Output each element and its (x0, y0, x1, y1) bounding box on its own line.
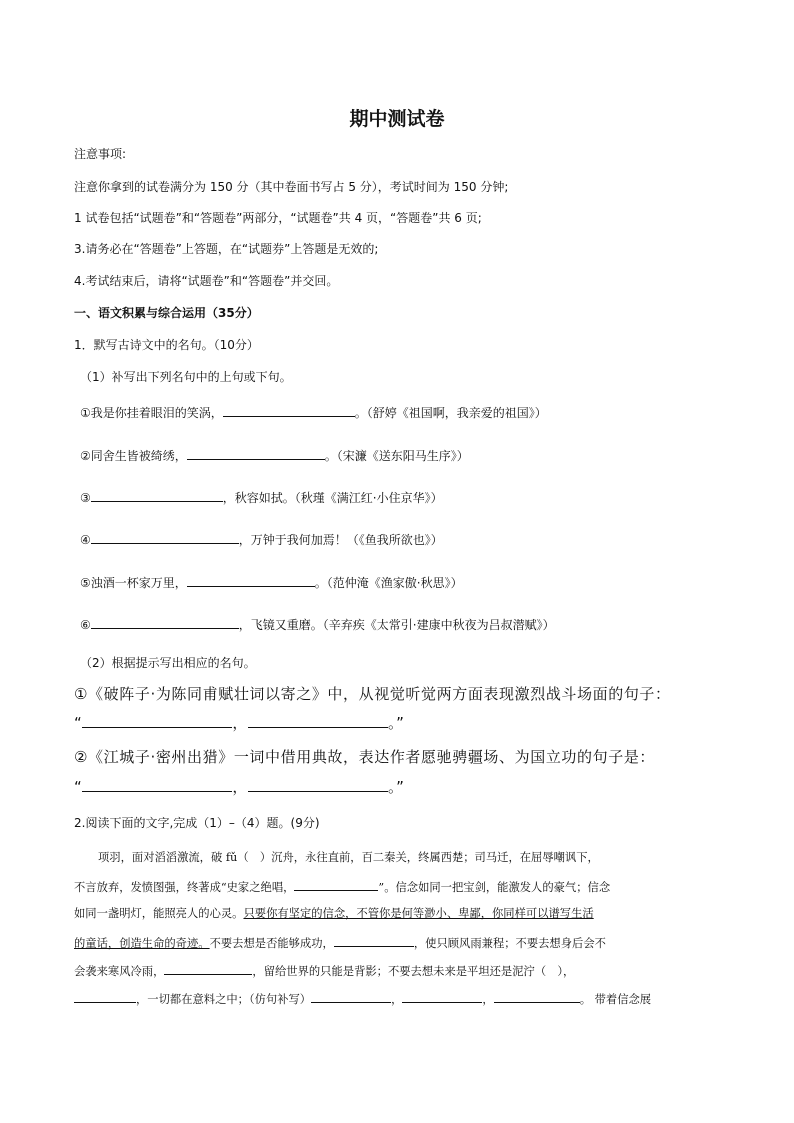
comma: ， (482, 993, 494, 1006)
answer-blank[interactable] (402, 990, 482, 1003)
answer-blank[interactable] (248, 715, 388, 728)
answer-blank[interactable] (494, 990, 580, 1003)
close-quote: 。” (387, 714, 405, 732)
answer-blank[interactable] (294, 878, 378, 891)
open-quote: “ (74, 778, 83, 796)
passage-line-2 (74, 878, 610, 896)
open-quote: “ (74, 714, 83, 732)
prompt-2b: ②《江城子·密州出猎》一词中借用典故，表达作者愿驰骋疆场、为国立功的句子是： (74, 748, 656, 766)
notes-item-2: 1 试卷包括“试题卷”和“答题卷”两部分，“试题卷”共 4 页，“答题卷”共 6 页; (74, 211, 482, 225)
passage-text: 。 带着信念展 (579, 993, 652, 1006)
passage-line-6 (74, 990, 651, 1008)
item-source: ，飞镜又重磨。（辛弃疾《太常引·建康中秋夜为吕叔潜赋》） (238, 618, 555, 632)
item-source: 。（宋濂《送东阳马生序》） (324, 449, 469, 463)
answer-line-2a (74, 715, 404, 731)
question-1-part-1: （1）补写出下列名句中的上句或下句。 (80, 370, 292, 384)
notes-heading: 注意事项: (74, 147, 127, 161)
answer-line-2b (74, 779, 404, 795)
answer-blank[interactable] (311, 990, 391, 1003)
recitation-item-2 (80, 447, 469, 464)
passage-text: ，使只顾风雨兼程；不要去想身后会不 (413, 937, 606, 950)
comma: ， (232, 714, 248, 732)
underlined-sentence: 只要你有坚定的信念，不管你是何等渺小、卑鄙，你同样可以谱写生活 (243, 907, 594, 920)
answer-blank[interactable] (223, 404, 355, 417)
item-text: ⑥ (80, 618, 91, 632)
item-text: ④ (80, 533, 91, 547)
passage-text: ，一切都在意料之中；（仿句补写） (136, 993, 312, 1006)
passage-line-1: 项羽，面对滔滔激流，破 fǔ（ ）沉舟，永往直前，百二秦关，终属西楚；司马迁，在屈辱嘲讽下， (98, 851, 599, 864)
answer-blank[interactable] (91, 616, 239, 629)
recitation-item-6 (80, 616, 555, 633)
recitation-item-5 (80, 574, 463, 591)
passage-line-4 (74, 934, 606, 952)
comma: ， (391, 993, 403, 1006)
passage-line-3 (74, 906, 594, 922)
passage-line-5 (74, 962, 574, 980)
question-1-part-2: （2）根据提示写出相应的名句。 (80, 656, 256, 670)
passage-text: 如同一盏明灯，能照亮人的心灵。 (74, 907, 244, 920)
item-text: ⑤浊酒一杯家万里， (80, 576, 187, 590)
answer-blank[interactable] (82, 715, 232, 728)
item-text: ②同舍生皆被绮绣， (80, 449, 187, 463)
close-quote: 。” (387, 778, 405, 796)
item-text: ③ (80, 491, 91, 505)
item-source: ，万钟于我何加焉！（《鱼我所欲也》） (238, 533, 443, 547)
page-title: 期中测试卷 (349, 108, 445, 130)
passage-text: 会袭来寒风冷雨， (74, 965, 165, 978)
answer-blank[interactable] (91, 489, 223, 502)
notes-item-4: 4.考试结束后，请将“试题卷”和“答题卷”并交回。 (74, 274, 339, 288)
question-2-title: 2.阅读下面的文字,完成（1）–（4）题。(9分) (74, 816, 320, 830)
recitation-item-3 (80, 489, 443, 506)
item-source: 。（舒婷《祖国啊，我亲爱的祖国》） (354, 406, 547, 420)
answer-blank[interactable] (74, 990, 136, 1003)
recitation-item-4 (80, 531, 443, 548)
notes-item-3: 3.请务必在“答题卷”上答题，在“试题券”上答题是无效的; (74, 242, 379, 256)
prompt-2a: ①《破阵子·为陈同甫赋壮词以寄之》中，从视觉听觉两方面表现激烈战斗场面的句子： (74, 685, 671, 703)
section-heading: 一、语文积累与综合运用（35分） (74, 306, 259, 320)
item-text: ①我是你挂着眼泪的笑涡， (80, 406, 223, 420)
answer-blank[interactable] (334, 934, 414, 947)
answer-blank[interactable] (187, 447, 325, 460)
passage-text: ”。信念如同一把宝剑，能激发人的豪气；信念 (378, 881, 611, 894)
item-source: ，秋容如拭。（秋瑾《满江红·小住京华》） (222, 491, 443, 505)
passage-text: 不言放弃，发愤图强，终著成“史家之绝唱， (74, 881, 295, 894)
answer-blank[interactable] (164, 962, 252, 975)
answer-blank[interactable] (248, 779, 388, 792)
underlined-sentence: 的童话，创造生命的奇迹。 (74, 937, 210, 950)
comma: ， (232, 778, 248, 796)
notes-item-1: 注意你拿到的试卷满分为 150 分（其中卷面书写占 5 分），考试时间为 150 分钟; (74, 180, 509, 194)
answer-blank[interactable] (187, 574, 315, 587)
answer-blank[interactable] (91, 531, 239, 544)
question-1-title: 1．默写古诗文中的名句。（10分） (74, 338, 259, 352)
passage-text: 不要去想是否能够成功， (209, 937, 334, 950)
passage-text: ，留给世界的只能是背影；不要去想未来是平坦还是泥泞（ ）， (252, 965, 575, 978)
recitation-item-1 (80, 404, 547, 421)
item-source: 。（范仲淹《渔家傲·秋思》） (314, 576, 463, 590)
answer-blank[interactable] (82, 779, 232, 792)
